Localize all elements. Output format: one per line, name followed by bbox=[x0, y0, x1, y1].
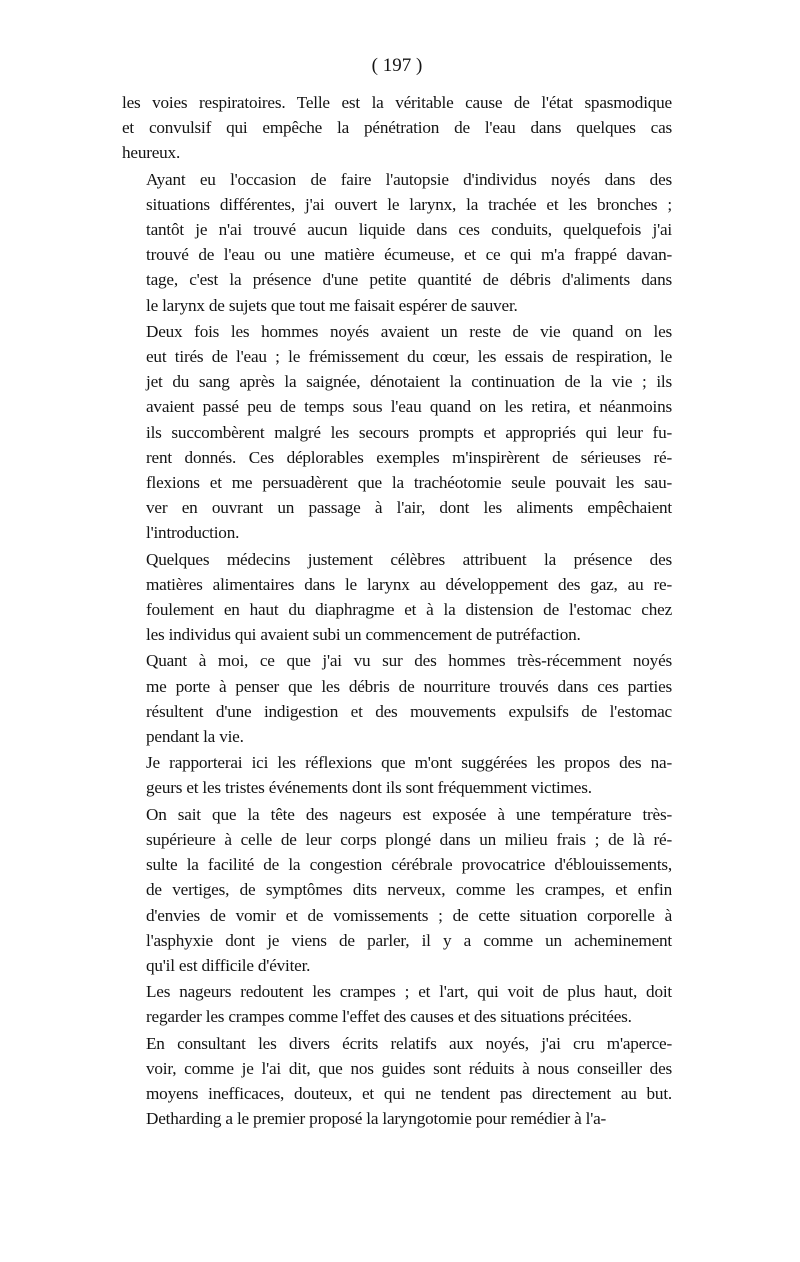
text-line: les voies respiratoires. Telle est la véritable cause de l'état spasmodique bbox=[122, 93, 672, 112]
text-line: heureux. bbox=[122, 143, 181, 163]
text-line: On sait que la tête des nageurs est exposée à une température très- bbox=[146, 804, 672, 824]
text-line: Je rapporterai ici les réflexions que m'ont suggérées les propos des na- bbox=[146, 753, 672, 773]
text-line: me porte à penser que les débris de nourriture trouvés dans ces parties bbox=[146, 676, 672, 696]
text-line: les individus qui avaient subi un commencement de putréfaction. bbox=[146, 625, 581, 645]
text-line: ils succombèrent malgré les secours prompts et appropriés qui leur fu- bbox=[146, 422, 672, 442]
paragraph bbox=[122, 547, 672, 648]
text-line: Deux fois les hommes noyés avaient un reste de vie quand on les bbox=[146, 321, 672, 341]
paragraph bbox=[122, 90, 672, 166]
text-line: Quant à moi, ce que j'ai vu sur des hommes très-récemment noyés bbox=[146, 651, 672, 671]
text-line: eut tirés de l'eau ; le frémissement du cœur, les essais de respiration, le bbox=[146, 347, 672, 367]
text-line: tantôt je n'ai trouvé aucun liquide dans ces conduits, quelquefois j'ai bbox=[146, 220, 672, 240]
paragraph bbox=[122, 648, 672, 749]
text-line: matières alimentaires dans le larynx au développement des gaz, au re- bbox=[146, 574, 672, 594]
text-line: d'envies de vomir et de vomissements ; de cette situation corporelle à bbox=[146, 905, 672, 925]
text-line: regarder les crampes comme l'effet des causes et des situations précitées. bbox=[146, 1007, 632, 1027]
text-line: voir, comme je l'ai dit, que nos guides sont réduits à nous conseiller des bbox=[146, 1058, 672, 1078]
paragraph bbox=[122, 1031, 672, 1132]
paragraph bbox=[122, 750, 672, 800]
text-line: qu'il est difficile d'éviter. bbox=[146, 955, 311, 975]
text-line: sulte la facilité de la congestion cérébrale provocatrice d'éblouissements, bbox=[146, 855, 672, 875]
text-line: Detharding a le premier proposé la laryngotomie pour remédier à l'a- bbox=[146, 1109, 607, 1129]
text-line: En consultant les divers écrits relatifs aux noyés, j'ai cru m'aperce- bbox=[146, 1033, 672, 1053]
text-line: pendant la vie. bbox=[146, 727, 244, 747]
text-line: moyens inefficaces, douteux, et qui ne tendent pas directement au but. bbox=[146, 1083, 672, 1103]
text-line: jet du sang après la saignée, dénotaient la continuation de la vie ; ils bbox=[146, 372, 672, 392]
paragraph bbox=[122, 802, 672, 978]
text-line: flexions et me persuadèrent que la trachéotomie seule pouvait les sau- bbox=[146, 473, 672, 493]
text-line: Quelques médecins justement célèbres attribuent la présence des bbox=[146, 549, 672, 569]
book-page bbox=[122, 54, 672, 1132]
text-line: supérieure à celle de leur corps plongé dans un milieu frais ; de là ré- bbox=[146, 829, 672, 849]
text-line: le larynx de sujets que tout me faisait espérer de sauver. bbox=[146, 295, 518, 315]
text-line: tage, c'est la présence d'une petite quantité de débris d'aliments dans bbox=[146, 270, 672, 290]
text-line: de vertiges, de symptômes dits nerveux, comme les crampes, et enfin bbox=[146, 880, 672, 900]
text-line: Les nageurs redoutent les crampes ; et l'art, qui voit de plus haut, doit bbox=[146, 982, 672, 1002]
paragraph bbox=[122, 167, 672, 318]
page-number: ( 197 ) bbox=[371, 55, 423, 76]
text-line: l'introduction. bbox=[146, 523, 240, 543]
text-line: ver en ouvrant un passage à l'air, dont les aliments empêchaient bbox=[146, 498, 672, 518]
paragraph bbox=[122, 979, 672, 1029]
text-line: l'asphyxie dont je viens de parler, il y a comme un acheminement bbox=[146, 930, 672, 950]
paragraph bbox=[122, 319, 672, 546]
text-line: situations différentes, j'ai ouvert le larynx, la trachée et les bronches ; bbox=[146, 194, 672, 214]
text-line: foulement en haut du diaphragme et à la distension de l'estomac chez bbox=[146, 600, 672, 620]
text-line: résultent d'une indigestion et des mouvements expulsifs de l'estomac bbox=[146, 701, 672, 721]
text-line: trouvé de l'eau ou une matière écumeuse, et ce qui m'a frappé davan- bbox=[146, 245, 672, 265]
text-line: avaient passé peu de temps sous l'eau quand on les retira, et néanmoins bbox=[146, 397, 672, 417]
text-line: rent donnés. Ces déplorables exemples m'inspirèrent de sérieuses ré- bbox=[146, 447, 672, 467]
text-line: Ayant eu l'occasion de faire l'autopsie d'individus noyés dans des bbox=[146, 169, 672, 189]
page-body bbox=[122, 90, 672, 1131]
text-line: et convulsif qui empêche la pénétration de l'eau dans quelques cas bbox=[122, 118, 672, 138]
text-line: geurs et les tristes événements dont ils sont fréquemment victimes. bbox=[146, 778, 592, 798]
